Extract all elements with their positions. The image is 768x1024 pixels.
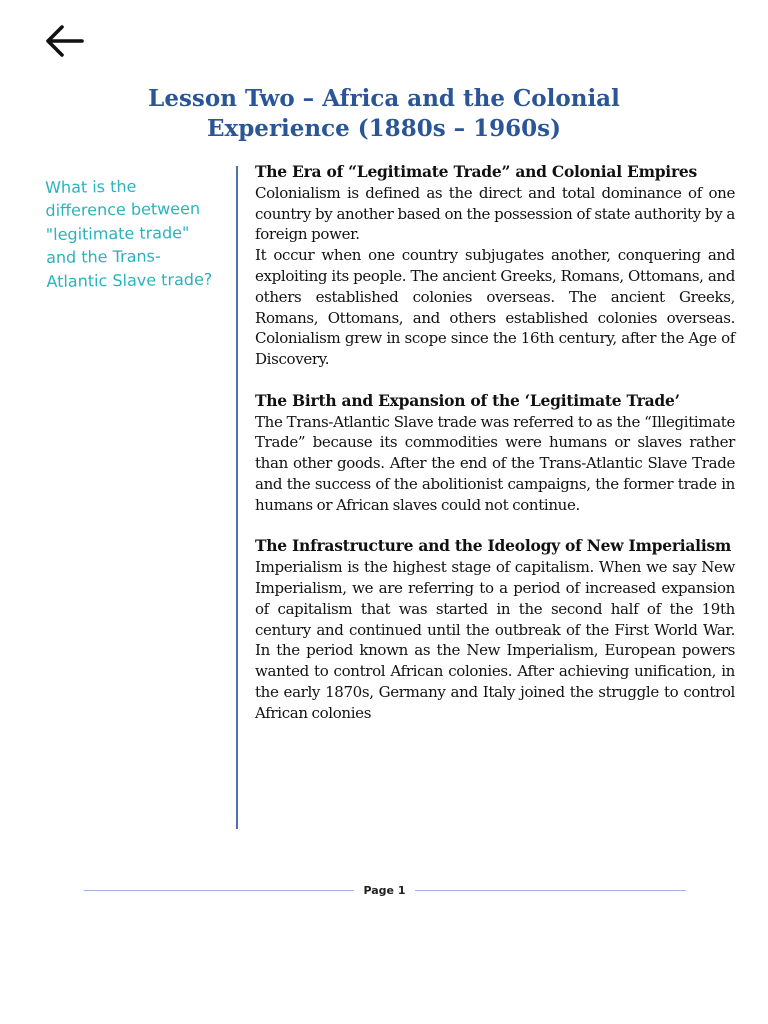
section-heading: The Birth and Expansion of the ‘Legitimate Trade’ <box>255 390 680 410</box>
margin-note: What is the difference between "legitimate trade" and the Trans-Atlantic Slave trade? <box>45 176 213 291</box>
lesson-title-line-2: Experience (1880s – 1960s) <box>206 115 562 142</box>
section-paragraph: The Trans-Atlantic Slave trade was referred to as the “Illegitimate Trade” because its commodities were humans or slaves rather than other goods. After the end of the Trans-Atlantic Slave Trade and the success of the abolitionist campaigns, the former trade in humans or African slaves could not continue. <box>255 412 735 514</box>
section-legitimate-trade-era <box>255 162 735 370</box>
back-button[interactable] <box>44 22 86 60</box>
lesson-title <box>0 84 768 144</box>
page-number: Page 1 <box>363 884 406 897</box>
section-new-imperialism <box>255 536 735 723</box>
footer-divider-left <box>84 890 354 891</box>
section-birth-expansion <box>255 391 735 516</box>
section-paragraph: Colonialism is defined as the direct and total dominance of one country by another based on the possession of state authority by a foreign power. <box>255 183 735 244</box>
margin-divider <box>236 166 238 829</box>
arrow-left-icon <box>44 22 86 60</box>
footer-divider-right <box>415 890 686 891</box>
section-heading: The Era of “Legitimate Trade” and Colonial Empires <box>255 162 697 181</box>
section-paragraph: It occur when one country subjugates another, conquering and exploiting its people. The ancient Greeks, Romans, Ottomans, and others established colonies overseas. The ancient Greeks, Romans, Ottomans, and others established colonies overseas. Colonialism grew in scope since the 16th century, after the Age of Discovery. <box>255 246 735 369</box>
section-paragraph: Imperialism is the highest stage of capitalism. When we say New Imperialism, we are referring to a period of increased expansion of capitalism that was started in the second half of the 19th century and continued until the outbreak of the First World War. In the period known as the New Imperialism, European powers wanted to control African colonies. After achieving unification, in the early 1870s, Germany and Italy joined the struggle to control African colonies <box>255 558 735 722</box>
section-heading: The Infrastructure and the Ideology of New Imperialism <box>255 536 732 556</box>
lesson-title-line-1: Lesson Two – Africa and the Colonial <box>148 85 620 112</box>
lesson-content <box>255 162 735 724</box>
